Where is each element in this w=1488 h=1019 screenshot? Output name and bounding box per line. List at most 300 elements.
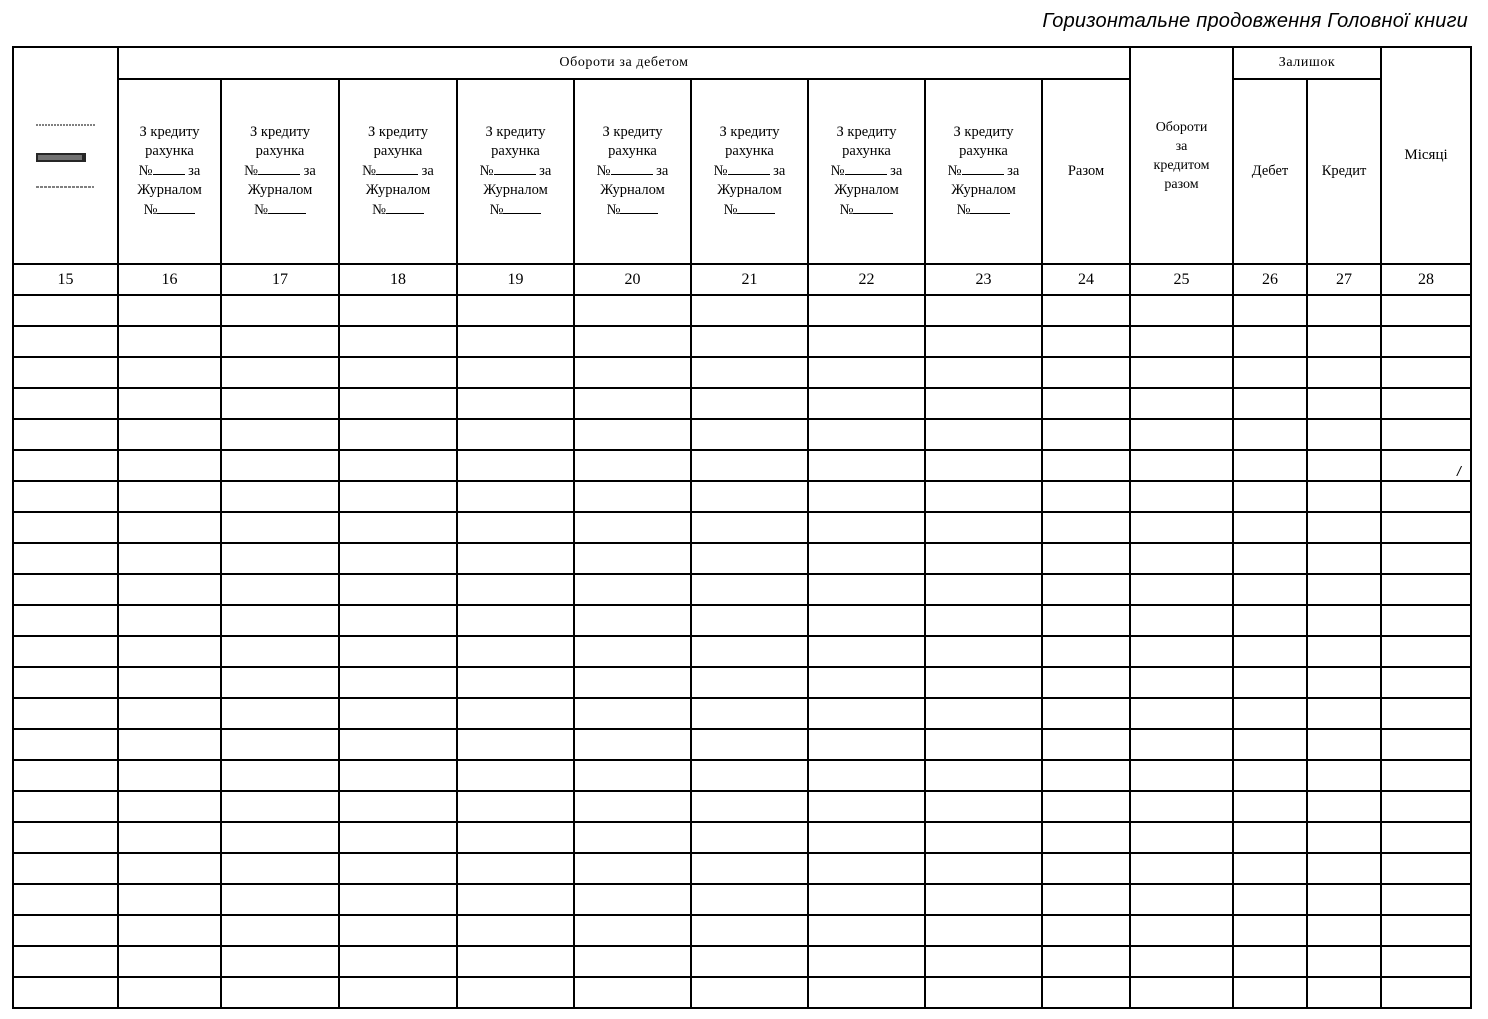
ledger-cell[interactable] (925, 760, 1042, 791)
ledger-cell[interactable] (691, 481, 808, 512)
ledger-cell[interactable] (574, 450, 691, 481)
ledger-cell[interactable] (925, 357, 1042, 388)
ledger-cell[interactable] (221, 481, 339, 512)
ledger-cell[interactable] (1307, 636, 1381, 667)
ledger-cell[interactable] (925, 512, 1042, 543)
ledger-cell[interactable] (574, 915, 691, 946)
ledger-cell[interactable] (339, 512, 457, 543)
ledger-cell[interactable] (574, 698, 691, 729)
ledger-cell[interactable] (118, 729, 221, 760)
ledger-cell[interactable] (574, 760, 691, 791)
ledger-cell[interactable] (13, 357, 118, 388)
ledger-cell[interactable] (691, 667, 808, 698)
ledger-cell[interactable] (1130, 822, 1233, 853)
ledger-cell[interactable] (1233, 946, 1307, 977)
ledger-cell[interactable] (574, 791, 691, 822)
ledger-cell[interactable] (118, 636, 221, 667)
ledger-cell[interactable] (13, 295, 118, 326)
ledger-cell[interactable] (1307, 760, 1381, 791)
ledger-cell[interactable] (339, 977, 457, 1008)
ledger-cell[interactable] (574, 326, 691, 357)
ledger-cell[interactable] (1233, 481, 1307, 512)
ledger-cell[interactable] (457, 512, 574, 543)
ledger-cell[interactable] (1381, 388, 1471, 419)
ledger-cell[interactable] (574, 388, 691, 419)
ledger-cell[interactable] (808, 977, 925, 1008)
ledger-cell[interactable] (925, 822, 1042, 853)
ledger-cell[interactable] (13, 605, 118, 636)
ledger-cell[interactable] (1307, 729, 1381, 760)
ledger-cell[interactable] (118, 574, 221, 605)
ledger-cell[interactable] (1233, 636, 1307, 667)
ledger-cell[interactable] (808, 853, 925, 884)
ledger-cell[interactable] (221, 636, 339, 667)
ledger-cell[interactable] (1307, 853, 1381, 884)
ledger-cell[interactable] (691, 388, 808, 419)
ledger-cell[interactable] (118, 543, 221, 574)
ledger-cell[interactable] (457, 605, 574, 636)
ledger-cell[interactable] (1130, 760, 1233, 791)
ledger-cell[interactable] (808, 946, 925, 977)
ledger-cell[interactable] (118, 357, 221, 388)
ledger-cell[interactable] (925, 791, 1042, 822)
ledger-cell[interactable] (808, 419, 925, 450)
ledger-cell[interactable] (1307, 791, 1381, 822)
ledger-cell[interactable] (1381, 915, 1471, 946)
ledger-cell[interactable] (1307, 450, 1381, 481)
ledger-cell[interactable] (1130, 946, 1233, 977)
ledger-cell[interactable] (13, 450, 118, 481)
ledger-cell[interactable] (221, 760, 339, 791)
ledger-cell[interactable] (1381, 977, 1471, 1008)
ledger-cell[interactable] (1381, 791, 1471, 822)
ledger-cell[interactable] (1381, 667, 1471, 698)
ledger-cell[interactable] (339, 915, 457, 946)
ledger-cell[interactable] (339, 822, 457, 853)
ledger-cell[interactable] (118, 419, 221, 450)
ledger-cell[interactable] (221, 326, 339, 357)
ledger-cell[interactable] (925, 388, 1042, 419)
ledger-cell[interactable] (691, 698, 808, 729)
ledger-cell[interactable] (118, 326, 221, 357)
ledger-cell[interactable] (1381, 605, 1471, 636)
ledger-cell[interactable] (574, 543, 691, 574)
ledger-cell[interactable] (221, 791, 339, 822)
ledger-cell[interactable] (1381, 419, 1471, 450)
ledger-cell[interactable] (808, 636, 925, 667)
ledger-cell[interactable] (1042, 574, 1130, 605)
ledger-cell[interactable] (1130, 295, 1233, 326)
ledger-cell[interactable] (13, 760, 118, 791)
ledger-cell[interactable] (1233, 729, 1307, 760)
ledger-cell[interactable] (1042, 729, 1130, 760)
ledger-cell[interactable] (691, 450, 808, 481)
ledger-cell[interactable] (1042, 853, 1130, 884)
ledger-cell[interactable] (221, 915, 339, 946)
ledger-cell[interactable] (221, 698, 339, 729)
ledger-cell[interactable] (574, 822, 691, 853)
ledger-cell[interactable] (13, 791, 118, 822)
ledger-cell[interactable] (1130, 605, 1233, 636)
ledger-cell[interactable] (457, 357, 574, 388)
ledger-cell[interactable] (808, 512, 925, 543)
ledger-cell[interactable] (1130, 636, 1233, 667)
ledger-cell[interactable] (1130, 543, 1233, 574)
ledger-cell[interactable] (1233, 543, 1307, 574)
ledger-cell[interactable] (339, 388, 457, 419)
ledger-cell[interactable] (691, 357, 808, 388)
ledger-cell[interactable] (457, 760, 574, 791)
ledger-cell[interactable] (457, 388, 574, 419)
ledger-cell[interactable] (13, 636, 118, 667)
ledger-cell[interactable] (1130, 419, 1233, 450)
ledger-cell[interactable] (1381, 357, 1471, 388)
ledger-cell[interactable] (1307, 605, 1381, 636)
ledger-cell[interactable] (691, 729, 808, 760)
ledger-cell[interactable] (13, 822, 118, 853)
ledger-cell[interactable] (339, 605, 457, 636)
ledger-cell[interactable] (574, 884, 691, 915)
ledger-cell[interactable] (574, 946, 691, 977)
ledger-cell[interactable] (925, 884, 1042, 915)
ledger-cell[interactable] (574, 729, 691, 760)
ledger-cell[interactable] (221, 822, 339, 853)
ledger-cell[interactable] (457, 698, 574, 729)
ledger-cell[interactable] (1130, 512, 1233, 543)
ledger-cell[interactable] (574, 419, 691, 450)
ledger-cell[interactable] (1130, 388, 1233, 419)
ledger-cell[interactable] (808, 574, 925, 605)
ledger-cell[interactable] (118, 388, 221, 419)
ledger-cell[interactable] (574, 512, 691, 543)
ledger-cell[interactable] (1130, 884, 1233, 915)
ledger-cell[interactable] (1381, 946, 1471, 977)
ledger-cell[interactable] (1233, 388, 1307, 419)
ledger-cell[interactable] (1233, 419, 1307, 450)
ledger-cell[interactable] (574, 481, 691, 512)
ledger-cell[interactable] (925, 419, 1042, 450)
ledger-cell[interactable] (339, 791, 457, 822)
ledger-cell[interactable] (221, 605, 339, 636)
ledger-cell[interactable] (221, 450, 339, 481)
ledger-cell[interactable] (574, 667, 691, 698)
ledger-cell[interactable] (691, 791, 808, 822)
ledger-cell[interactable] (1042, 605, 1130, 636)
ledger-cell[interactable] (221, 388, 339, 419)
ledger-cell[interactable] (574, 574, 691, 605)
ledger-cell[interactable] (1381, 636, 1471, 667)
ledger-cell[interactable] (1381, 574, 1471, 605)
ledger-cell[interactable] (1381, 326, 1471, 357)
ledger-cell[interactable] (808, 388, 925, 419)
ledger-cell[interactable] (339, 481, 457, 512)
ledger-cell[interactable] (1381, 884, 1471, 915)
ledger-cell[interactable] (1042, 512, 1130, 543)
ledger-cell[interactable] (457, 884, 574, 915)
ledger-cell[interactable] (1307, 915, 1381, 946)
ledger-cell[interactable] (1307, 357, 1381, 388)
ledger-cell[interactable] (1130, 326, 1233, 357)
ledger-cell[interactable] (691, 853, 808, 884)
ledger-cell[interactable] (118, 667, 221, 698)
ledger-cell[interactable] (221, 512, 339, 543)
ledger-cell[interactable] (339, 636, 457, 667)
ledger-cell[interactable] (691, 295, 808, 326)
ledger-cell[interactable] (1307, 543, 1381, 574)
ledger-cell[interactable] (1042, 946, 1130, 977)
ledger-cell[interactable] (118, 946, 221, 977)
ledger-cell[interactable] (691, 822, 808, 853)
ledger-cell[interactable] (457, 977, 574, 1008)
ledger-cell[interactable] (221, 543, 339, 574)
ledger-cell[interactable] (1307, 574, 1381, 605)
ledger-cell[interactable] (1042, 822, 1130, 853)
ledger-cell[interactable] (808, 450, 925, 481)
ledger-cell[interactable] (339, 698, 457, 729)
ledger-cell[interactable] (457, 636, 574, 667)
ledger-cell[interactable] (13, 884, 118, 915)
ledger-cell[interactable] (691, 605, 808, 636)
ledger-cell[interactable] (808, 822, 925, 853)
ledger-cell[interactable] (808, 884, 925, 915)
ledger-cell[interactable] (1042, 543, 1130, 574)
ledger-cell[interactable] (808, 357, 925, 388)
ledger-cell[interactable] (925, 326, 1042, 357)
ledger-cell[interactable] (1042, 419, 1130, 450)
ledger-cell[interactable] (457, 822, 574, 853)
ledger-cell[interactable] (1233, 574, 1307, 605)
ledger-cell[interactable] (457, 667, 574, 698)
ledger-cell[interactable] (1233, 605, 1307, 636)
ledger-cell[interactable] (339, 574, 457, 605)
ledger-cell[interactable] (808, 915, 925, 946)
ledger-cell[interactable] (221, 295, 339, 326)
ledger-cell[interactable] (1042, 450, 1130, 481)
ledger-cell[interactable] (808, 295, 925, 326)
ledger-cell[interactable] (1307, 481, 1381, 512)
ledger-cell[interactable] (118, 512, 221, 543)
ledger-cell[interactable] (808, 698, 925, 729)
ledger-cell[interactable] (691, 946, 808, 977)
ledger-cell[interactable] (1307, 295, 1381, 326)
ledger-cell[interactable] (1042, 357, 1130, 388)
ledger-cell[interactable] (1130, 729, 1233, 760)
ledger-cell[interactable] (118, 853, 221, 884)
ledger-cell[interactable] (13, 512, 118, 543)
ledger-cell[interactable] (221, 853, 339, 884)
ledger-cell[interactable] (457, 543, 574, 574)
ledger-cell[interactable] (1233, 450, 1307, 481)
ledger-cell[interactable] (574, 853, 691, 884)
ledger-cell[interactable] (1307, 419, 1381, 450)
ledger-cell[interactable] (1381, 760, 1471, 791)
ledger-cell[interactable] (339, 357, 457, 388)
ledger-cell[interactable] (1307, 884, 1381, 915)
ledger-cell[interactable] (339, 667, 457, 698)
ledger-cell[interactable] (1042, 977, 1130, 1008)
ledger-cell[interactable] (1381, 822, 1471, 853)
ledger-cell[interactable] (925, 450, 1042, 481)
ledger-cell[interactable] (691, 574, 808, 605)
ledger-cell[interactable] (1130, 481, 1233, 512)
ledger-cell[interactable] (808, 667, 925, 698)
ledger-cell[interactable] (1233, 822, 1307, 853)
ledger-cell[interactable] (1042, 760, 1130, 791)
ledger-cell[interactable] (1042, 295, 1130, 326)
ledger-cell[interactable] (925, 636, 1042, 667)
ledger-cell[interactable] (118, 605, 221, 636)
ledger-cell[interactable] (574, 295, 691, 326)
ledger-cell[interactable] (118, 481, 221, 512)
ledger-cell[interactable] (1042, 698, 1130, 729)
ledger-cell[interactable] (1233, 915, 1307, 946)
ledger-cell[interactable] (13, 543, 118, 574)
ledger-cell[interactable] (808, 326, 925, 357)
ledger-cell[interactable] (691, 543, 808, 574)
ledger-cell[interactable] (1381, 481, 1471, 512)
ledger-cell[interactable] (1233, 791, 1307, 822)
ledger-cell[interactable] (1130, 667, 1233, 698)
ledger-cell[interactable] (1307, 977, 1381, 1008)
ledger-cell[interactable] (925, 977, 1042, 1008)
ledger-cell[interactable] (118, 450, 221, 481)
ledger-cell[interactable] (457, 450, 574, 481)
ledger-cell[interactable] (1307, 822, 1381, 853)
ledger-cell[interactable] (574, 977, 691, 1008)
ledger-cell[interactable] (221, 977, 339, 1008)
ledger-cell[interactable] (691, 326, 808, 357)
ledger-cell[interactable] (1233, 512, 1307, 543)
ledger-cell[interactable] (1130, 357, 1233, 388)
ledger-cell[interactable] (925, 946, 1042, 977)
ledger-cell[interactable] (118, 822, 221, 853)
ledger-cell[interactable] (1130, 977, 1233, 1008)
ledger-cell[interactable] (1307, 326, 1381, 357)
ledger-cell[interactable] (118, 977, 221, 1008)
ledger-cell[interactable] (13, 698, 118, 729)
ledger-cell[interactable] (221, 574, 339, 605)
ledger-cell[interactable] (339, 946, 457, 977)
ledger-cell[interactable] (339, 450, 457, 481)
ledger-cell[interactable] (1042, 388, 1130, 419)
ledger-cell[interactable] (457, 729, 574, 760)
ledger-cell[interactable] (1042, 884, 1130, 915)
ledger-cell[interactable] (808, 791, 925, 822)
ledger-cell[interactable] (808, 543, 925, 574)
ledger-cell[interactable] (1381, 729, 1471, 760)
ledger-cell[interactable] (118, 760, 221, 791)
ledger-cell[interactable] (457, 481, 574, 512)
ledger-cell[interactable] (1381, 543, 1471, 574)
ledger-cell[interactable] (808, 760, 925, 791)
ledger-cell[interactable] (457, 295, 574, 326)
ledger-cell[interactable] (574, 636, 691, 667)
ledger-cell[interactable] (1307, 698, 1381, 729)
ledger-cell[interactable] (457, 574, 574, 605)
ledger-cell[interactable] (13, 853, 118, 884)
ledger-cell[interactable] (13, 667, 118, 698)
ledger-cell[interactable] (1130, 450, 1233, 481)
ledger-cell[interactable] (339, 326, 457, 357)
ledger-cell[interactable] (1130, 791, 1233, 822)
ledger-cell[interactable] (1233, 357, 1307, 388)
ledger-cell[interactable] (1042, 481, 1130, 512)
ledger-cell[interactable] (1233, 977, 1307, 1008)
ledger-cell[interactable] (13, 481, 118, 512)
ledger-cell[interactable] (221, 946, 339, 977)
ledger-cell[interactable] (1233, 853, 1307, 884)
ledger-cell[interactable] (13, 419, 118, 450)
ledger-cell[interactable] (1130, 698, 1233, 729)
ledger-cell[interactable] (1130, 915, 1233, 946)
ledger-cell[interactable] (339, 295, 457, 326)
ledger-cell[interactable] (221, 729, 339, 760)
ledger-cell[interactable] (691, 636, 808, 667)
ledger-cell[interactable] (925, 481, 1042, 512)
ledger-cell[interactable] (1233, 760, 1307, 791)
ledger-cell[interactable] (13, 729, 118, 760)
ledger-cell[interactable] (221, 357, 339, 388)
ledger-cell[interactable] (13, 388, 118, 419)
ledger-cell[interactable] (1307, 667, 1381, 698)
ledger-cell[interactable] (339, 729, 457, 760)
ledger-cell[interactable] (1381, 698, 1471, 729)
ledger-cell[interactable] (339, 760, 457, 791)
ledger-cell[interactable] (1381, 853, 1471, 884)
ledger-cell[interactable] (457, 326, 574, 357)
ledger-cell[interactable] (1042, 667, 1130, 698)
ledger-cell[interactable] (691, 977, 808, 1008)
ledger-cell[interactable] (574, 357, 691, 388)
ledger-cell[interactable] (339, 884, 457, 915)
ledger-cell[interactable] (808, 481, 925, 512)
ledger-cell[interactable] (457, 853, 574, 884)
ledger-cell[interactable] (13, 946, 118, 977)
ledger-cell[interactable] (691, 915, 808, 946)
ledger-cell[interactable] (925, 295, 1042, 326)
ledger-cell[interactable] (925, 605, 1042, 636)
ledger-cell[interactable] (118, 884, 221, 915)
ledger-cell[interactable] (925, 698, 1042, 729)
ledger-cell[interactable] (13, 915, 118, 946)
ledger-cell[interactable] (1130, 853, 1233, 884)
ledger-cell[interactable] (1307, 388, 1381, 419)
ledger-cell[interactable] (339, 543, 457, 574)
ledger-cell[interactable] (691, 760, 808, 791)
ledger-cell[interactable] (1381, 512, 1471, 543)
ledger-cell[interactable] (1233, 698, 1307, 729)
ledger-cell[interactable] (457, 946, 574, 977)
ledger-cell[interactable] (691, 512, 808, 543)
ledger-cell[interactable] (1307, 512, 1381, 543)
ledger-cell[interactable] (1042, 636, 1130, 667)
ledger-cell[interactable] (925, 853, 1042, 884)
ledger-cell[interactable] (221, 419, 339, 450)
ledger-cell[interactable] (221, 884, 339, 915)
ledger-cell[interactable] (808, 729, 925, 760)
ledger-cell[interactable] (691, 419, 808, 450)
ledger-cell[interactable] (1307, 946, 1381, 977)
ledger-cell[interactable] (1233, 295, 1307, 326)
ledger-cell[interactable] (13, 326, 118, 357)
ledger-cell[interactable] (925, 574, 1042, 605)
ledger-cell[interactable] (339, 419, 457, 450)
ledger-cell[interactable] (925, 915, 1042, 946)
ledger-cell[interactable] (925, 729, 1042, 760)
ledger-cell[interactable] (118, 915, 221, 946)
ledger-cell[interactable] (1233, 667, 1307, 698)
ledger-cell[interactable] (457, 419, 574, 450)
